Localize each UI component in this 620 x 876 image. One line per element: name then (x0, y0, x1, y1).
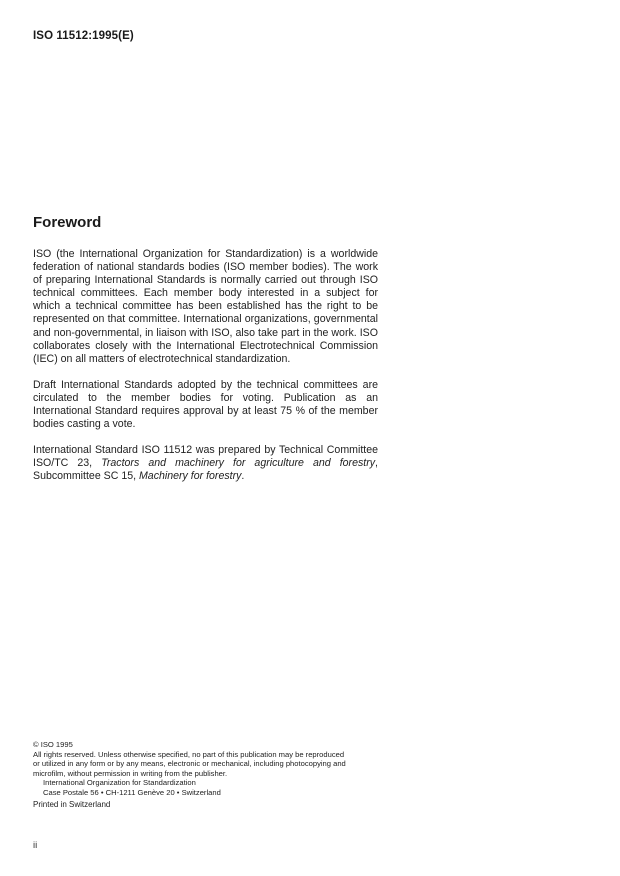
printed-in: Printed in Switzerland (33, 799, 111, 809)
prep-text-1: International Standard ISO 11512 was prepared by Technical Committee ISO/TC 23, (33, 444, 378, 470)
page-number: ii (33, 840, 38, 851)
paragraph-preparation (33, 444, 378, 483)
organization-address: Case Postale 56 • CH-1211 Genève 20 • Switzerland (43, 787, 221, 797)
rights-line-2: or utilized in any form or by any means, electronic or mechanical, including photocopying and (33, 759, 346, 769)
subcommittee-name: Machinery for forestry (138, 470, 242, 483)
copyright-year: © ISO 1995 (33, 740, 73, 749)
section-title: Foreword (33, 214, 102, 231)
paragraph-draft-standards: Draft International Standards adopted by the technical committees are circulated to the member bodies for voting. Publication as an International Standard requires approval by at least 75 % of the member bodies casting a vote. (33, 378, 378, 431)
paragraph-iso-intro: ISO (the International Organization for Standardization) is a worldwide federation of national standards bodies (ISO member bodies). The work of preparing International Standards is normally carried out through ISO technical committees. Each member body interested in a subject for which a technical committee has been established has the right to be represented on that committee. International organizations, governmental and non-governmental, in liaison with ISO, also take part in the work. ISO collaborates closely with the International Electrotechnical Commission (IEC) on all matters of electrotechnical standardization. (33, 248, 378, 365)
organization-name: International Organization for Standardization (43, 778, 196, 788)
rights-line-1: All rights reserved. Unless otherwise specified, no part of this publication may be reproduced (33, 749, 345, 759)
prep-text-2: , Subcommittee SC 15, (33, 457, 378, 483)
foreword-body (33, 248, 378, 497)
committee-name: Tractors and machinery for agriculture and forestry (101, 457, 376, 470)
copyright-block (33, 740, 378, 809)
document-id-header: ISO 11512:1995(E) (33, 30, 134, 42)
rights-line-3: microfilm, without permission in writing from the publisher. (33, 768, 228, 778)
prep-text-3: . (241, 470, 245, 483)
